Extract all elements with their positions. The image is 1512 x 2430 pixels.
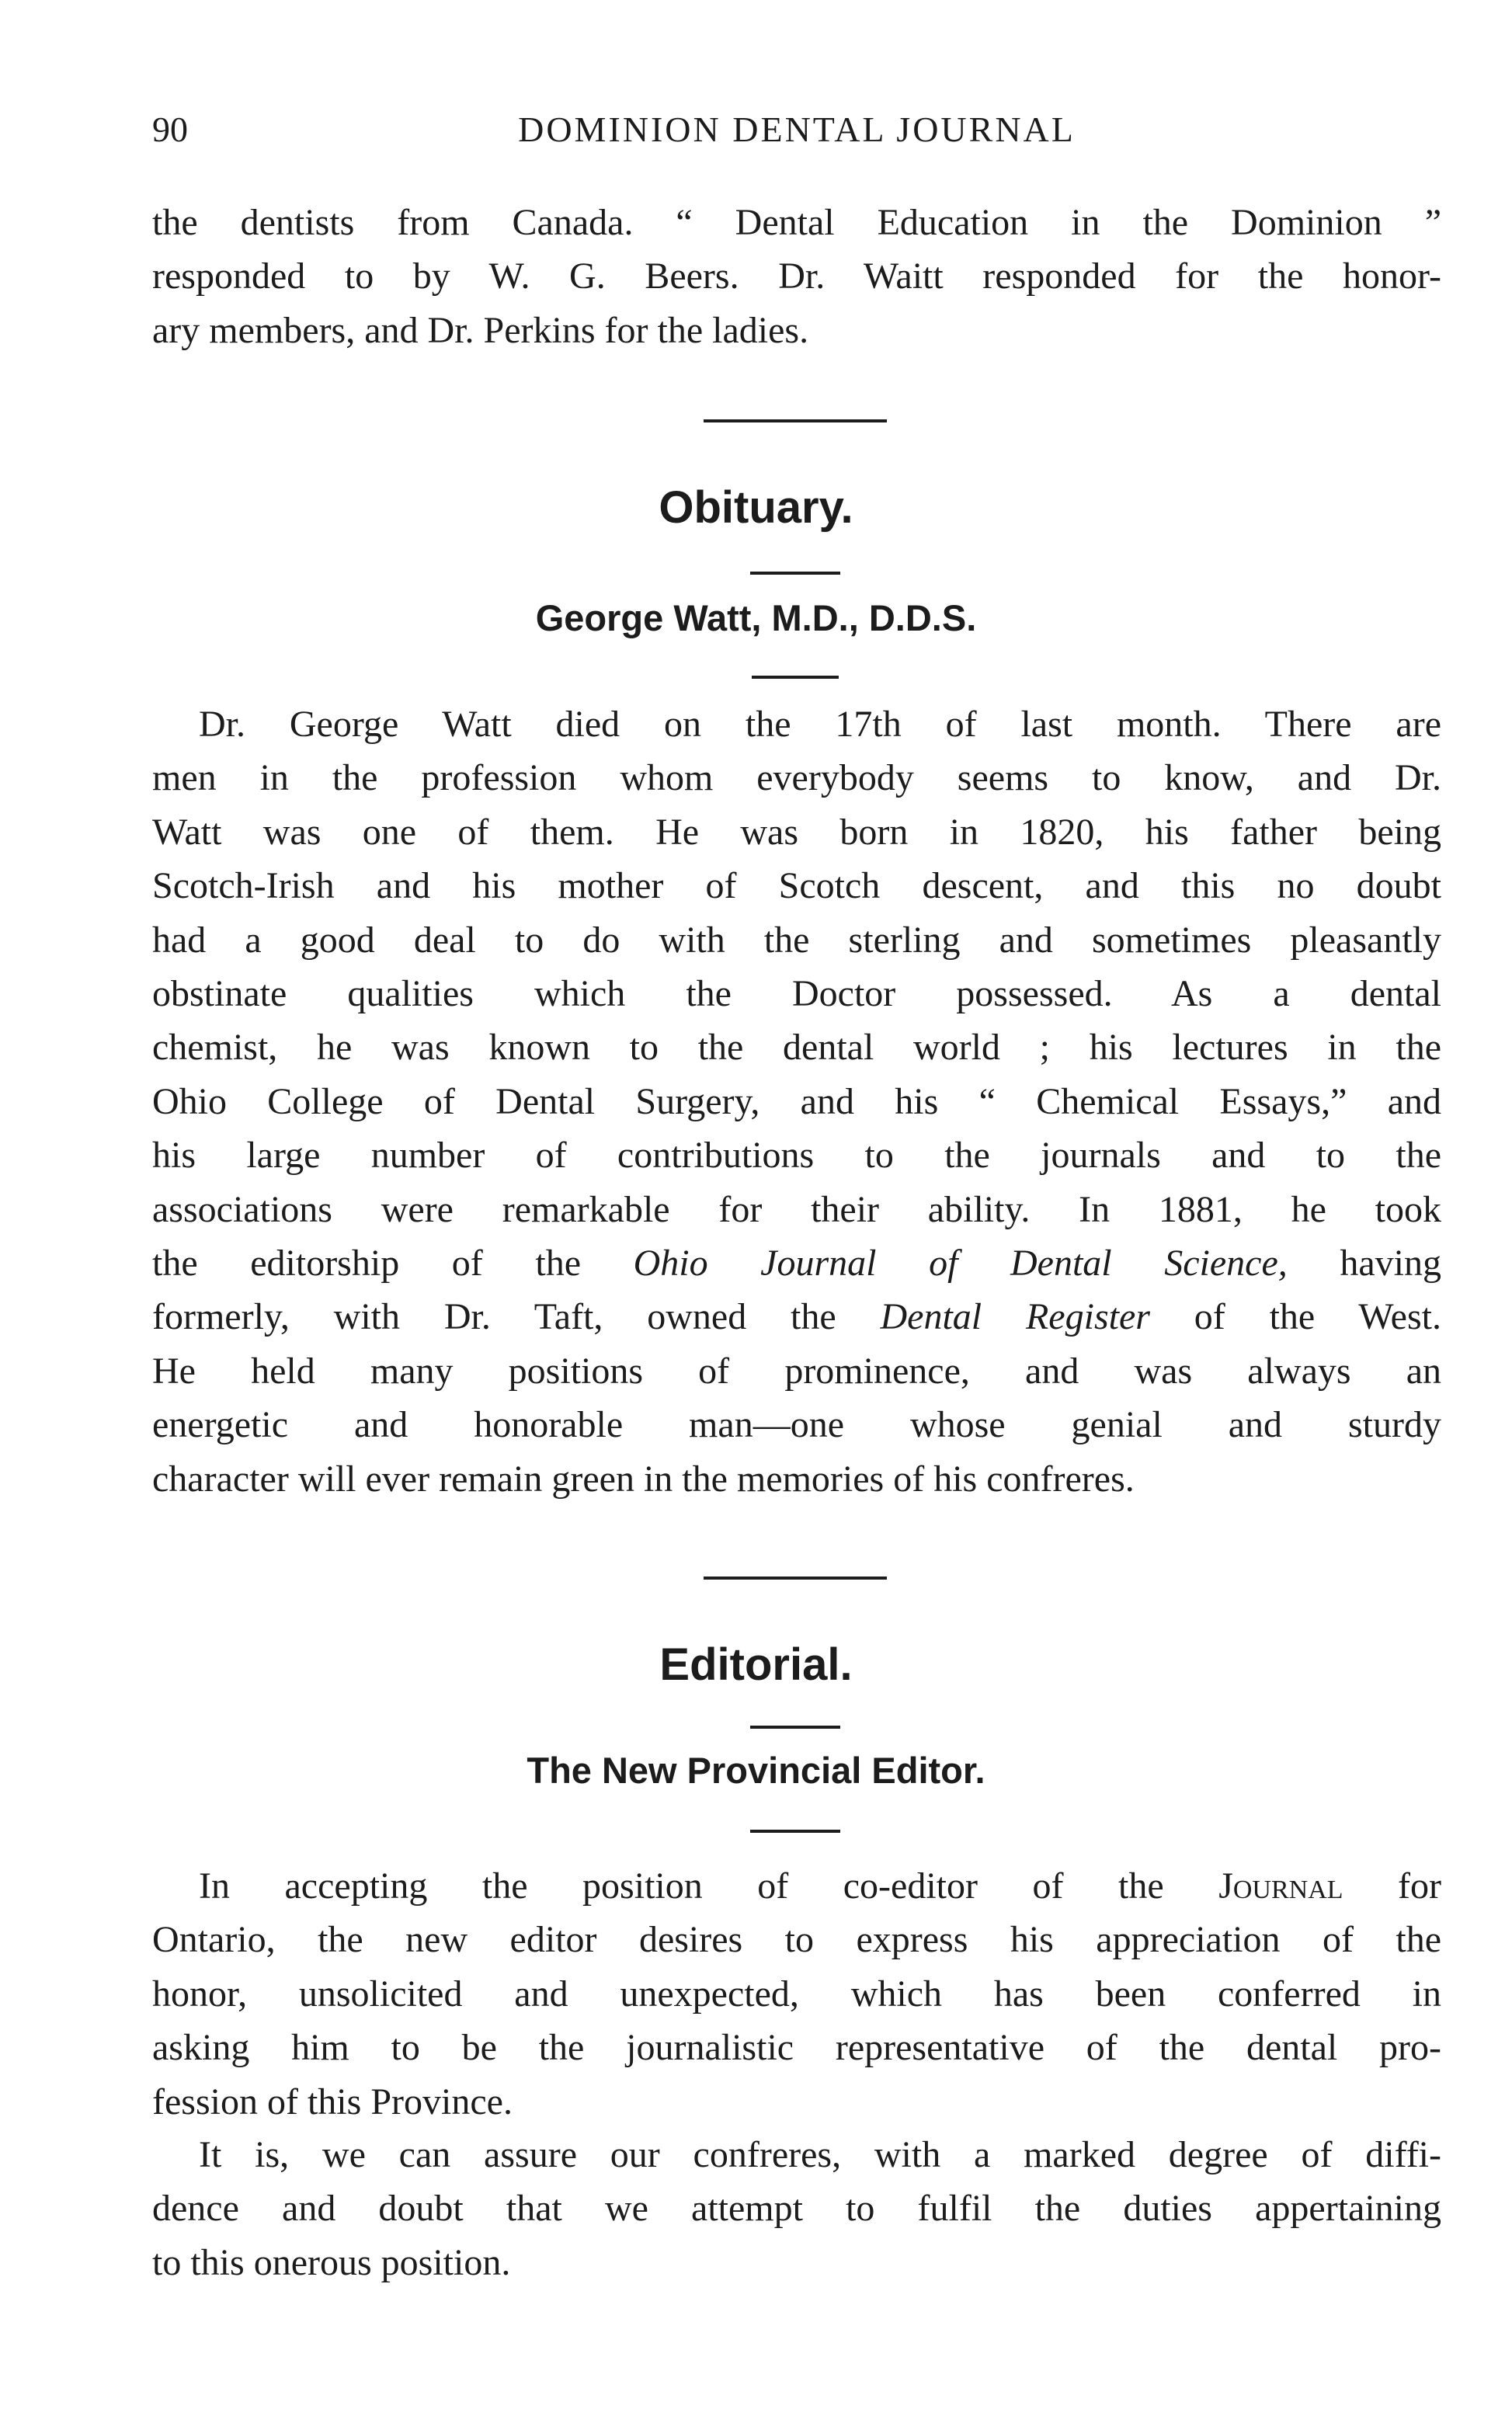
journal-title: DOMINION DENTAL JOURNAL [518, 110, 1076, 149]
text-line: It is, we can assure our confreres, with a marked degree of diffi- [199, 2134, 1441, 2175]
text-run: In accepting the position of co-editor of the [199, 1865, 1219, 1907]
text-line: fession of this Province. [152, 2081, 513, 2122]
editorial-subheading: The New Provincial Editor. [527, 1750, 985, 1791]
editorial-heading: Editorial. [659, 1639, 853, 1690]
editorial-paragraph [152, 1859, 1441, 2129]
section-divider [704, 1577, 887, 1580]
text-line: chemist, he was known to the dental world ; his lectures in the [152, 1027, 1441, 1069]
text-line: energetic and honorable man—one whose genial and sturdy [152, 1404, 1441, 1446]
text-line [152, 1236, 1441, 1290]
section-divider [704, 419, 887, 422]
heading-rule [750, 1830, 840, 1833]
text-line: responded to by W. G. Beers. Dr. Waitt responded for the honor- [152, 256, 1441, 297]
text-run: for [1343, 1865, 1442, 1907]
text-line: to this onerous position. [152, 2241, 511, 2283]
text-line: had a good deal to do with the sterling and sometimes pleasantly [152, 919, 1441, 961]
journal-name: Dental Register [880, 1296, 1150, 1338]
text-line: men in the profession whom everybody seems to know, and Dr. [152, 757, 1441, 799]
text-line [152, 1290, 1441, 1344]
text-run: of the West. [1149, 1296, 1441, 1338]
text-line: Ohio College of Dental Surgery, and his “ Chemical Essays,” and [152, 1080, 1441, 1122]
obituary-paragraph [152, 697, 1441, 1506]
text-line: ary members, and Dr. Perkins for the ladies. [152, 309, 809, 351]
text-line: the dentists from Canada. “ Dental Education in the Dominion ” [152, 202, 1441, 243]
text-line: his large number of contributions to the journals and to the [152, 1135, 1441, 1177]
text-line: Ontario, the new editor desires to express his appreciation of the [152, 1919, 1441, 1961]
text-line: Dr. George Watt died on the 17th of last month. There are [199, 704, 1441, 745]
journal-name: Ohio Journal of Dental Science, [633, 1243, 1288, 1285]
text-line: obstinate qualities which the Doctor possessed. As a dental [152, 973, 1441, 1015]
text-run: formerly, with Dr. Taft, owned the [152, 1296, 881, 1338]
obituary-subheading: George Watt, M.D., D.D.S. [535, 597, 977, 638]
heading-rule [750, 572, 840, 575]
text-line: dence and doubt that we attempt to fulfil the duties appertaining [152, 2188, 1441, 2230]
heading-rule [752, 676, 839, 679]
heading-rule [750, 1726, 840, 1729]
text-line: asking him to be the journalistic representative of the dental pro- [152, 2027, 1441, 2069]
text-line: He held many positions of prominence, and was always an [152, 1350, 1441, 1392]
text-line: Watt was one of them. He was born in 1820, his father being [152, 811, 1441, 853]
text-line: associations were remarkable for their ability. In 1881, he took [152, 1188, 1441, 1230]
text-run: having [1287, 1243, 1441, 1285]
text-line: Scotch-Irish and his mother of Scotch descent, and this no doubt [152, 865, 1441, 907]
running-head [152, 109, 1441, 155]
obituary-heading: Obituary. [659, 482, 853, 533]
page-number: 90 [152, 110, 188, 149]
text-run: the editorship of the [152, 1243, 634, 1285]
journal-name: Journal [1218, 1865, 1343, 1907]
opening-paragraph [152, 196, 1441, 357]
text-line: character will ever remain green in the memories of his confreres. [152, 1458, 1135, 1500]
editorial-paragraph [152, 2128, 1441, 2289]
text-line [152, 1859, 1441, 1913]
text-line: honor, unsolicited and unexpected, which has been conferred in [152, 1973, 1441, 2015]
